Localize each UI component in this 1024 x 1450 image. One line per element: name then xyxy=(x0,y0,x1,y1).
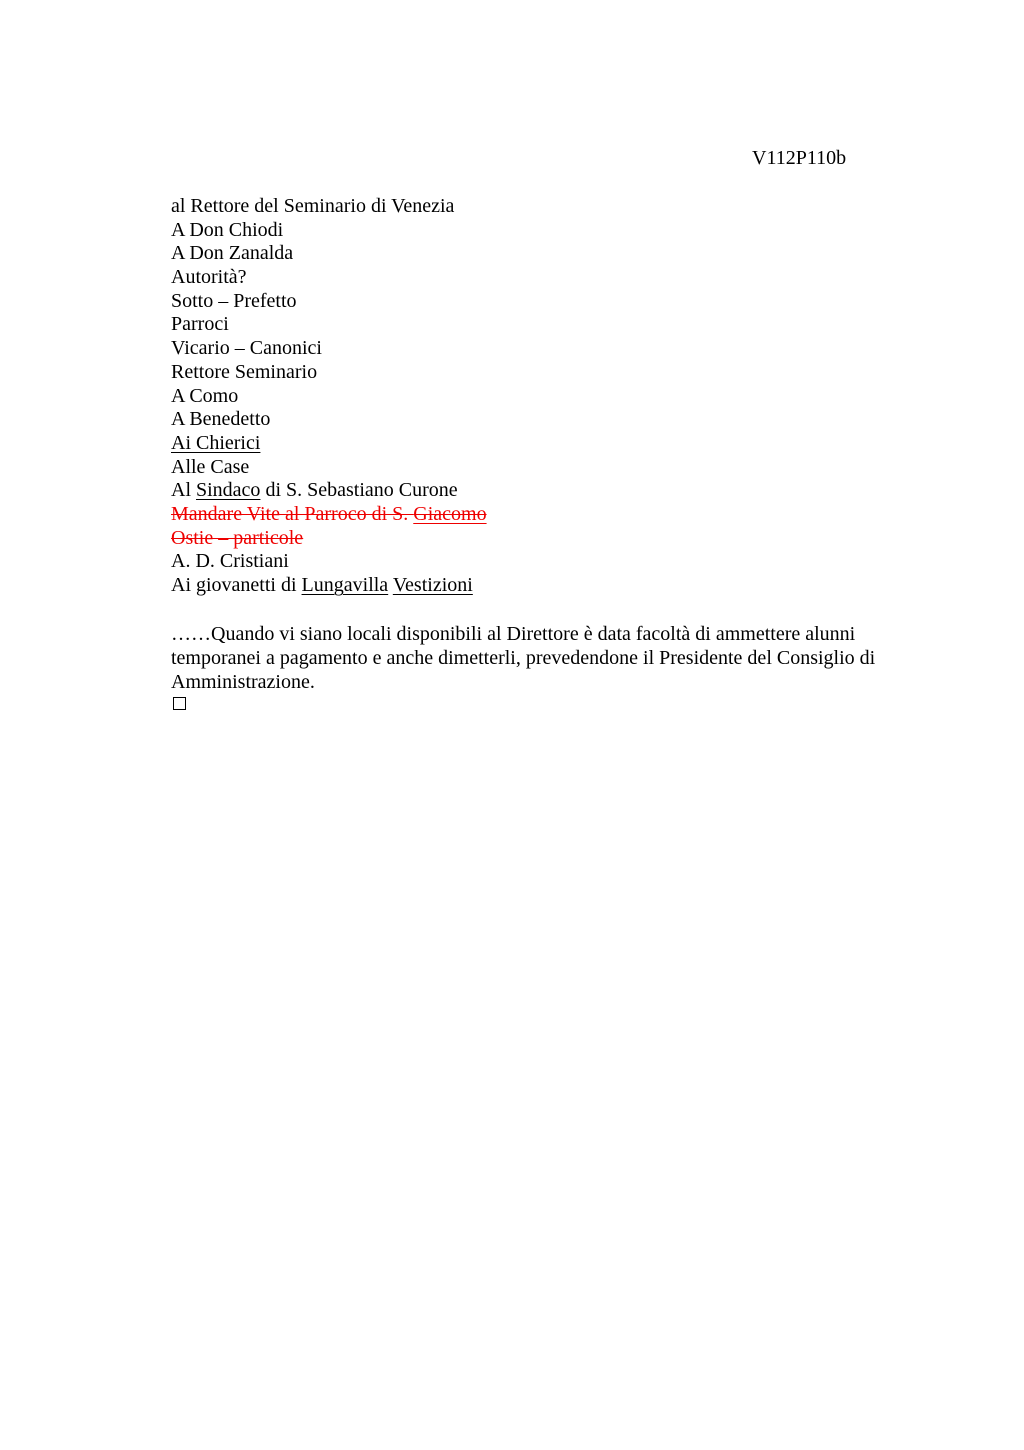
list-item xyxy=(171,574,487,598)
list-item: Sotto – Prefetto xyxy=(171,289,297,312)
list-item: Vicario – Canonici xyxy=(171,337,322,360)
struck-text: Ostie – particole xyxy=(171,526,304,549)
list-text: di S. Sebastiano Curone xyxy=(260,479,458,502)
list-text: Al xyxy=(171,479,196,502)
list-item: A Benedetto xyxy=(171,408,271,431)
list-item: Alle Case xyxy=(171,455,250,478)
underlined-text: Lungavilla xyxy=(301,574,389,596)
underlined-text: Vestizioni xyxy=(392,574,473,596)
recipient-list xyxy=(171,195,487,598)
list-item: A. D. Cristiani xyxy=(171,550,289,573)
underlined-text: Sindaco xyxy=(196,479,261,502)
underlined-text: Ai Chierici xyxy=(171,431,261,454)
body-paragraph: ……Quando vi siano locali disponibili al Direttore è data facoltà di ammettere alunni temporanei a pagamento e anche dimetterli, prevedendone il Presidente del Consiglio di Amministrazione. xyxy=(171,623,876,693)
deleted-list-item xyxy=(171,503,487,527)
list-text: Ai giovanetti di xyxy=(171,574,302,596)
list-item: A Don Zanalda xyxy=(171,242,294,265)
checkbox-square-icon xyxy=(173,697,186,710)
list-item: A Como xyxy=(171,384,239,407)
list-item: Parroci xyxy=(171,313,229,336)
struck-underlined-text: Giacomo xyxy=(413,502,487,525)
list-item xyxy=(171,432,487,456)
list-item: A Don Chiodi xyxy=(171,218,284,241)
struck-text: Mandare Vite al Parroco di S. xyxy=(171,502,414,525)
list-item: al Rettore del Seminario di Venezia xyxy=(171,195,455,217)
list-item: Autorità? xyxy=(171,266,247,289)
reference-code: V112P110b xyxy=(752,147,847,169)
list-item xyxy=(171,479,487,503)
deleted-list-item xyxy=(171,527,487,551)
list-item: Rettore Seminario xyxy=(171,360,318,383)
